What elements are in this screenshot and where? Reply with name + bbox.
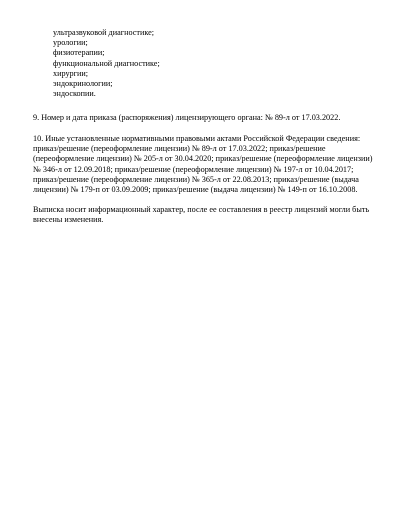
list-item: урологии; [53, 38, 88, 48]
other-information-paragraph [33, 134, 376, 195]
paragraph-line: внесены изменения. [33, 215, 104, 225]
list-item: функциональной диагностике; [53, 58, 160, 68]
paragraph-line: Выписка носит информационный характер, после ее составления в реестр лицензий могли быть [33, 205, 370, 214]
paragraph-line: лицензии) № 179-п от 03.09.2009; приказ/решение (выдача лицензии) № 149-п от 16.10.2008. [33, 185, 358, 195]
order-number-paragraph: 9. Номер и дата приказа (распоряжения) лицензирующего органа: № 89-л от 17.03.2022. [33, 113, 341, 122]
paragraph-line: приказ/решение (переоформление лицензии) № 365-л от 22.08.2013; приказ/решение (выдача [33, 174, 359, 184]
list-item: ультразвуковой диагностике; [53, 28, 155, 37]
paragraph-line: № 346-л от 12.09.2018; приказ/решение (переоформление лицензии) № 197-л от 10.04.2017; [33, 164, 354, 174]
list-item: хирургии; [53, 68, 89, 78]
paragraph-line: 10. Иные установленные нормативными правовыми актами Российской Федерации сведения: [33, 134, 361, 143]
list-item: эндокринологии; [53, 79, 113, 89]
disclaimer-paragraph [33, 205, 376, 225]
paragraph-line: (переоформление лицензии) № 205-л от 30.04.2020; приказ/решение (переоформление лицензии) [33, 154, 373, 164]
specialty-list [53, 28, 160, 99]
paragraph-line: приказ/решение (переоформление лицензии) № 89-л от 17.03.2022; приказ/решение [33, 144, 326, 154]
list-item: эндоскопии. [53, 89, 96, 99]
list-item: физиотерапии; [53, 48, 105, 58]
